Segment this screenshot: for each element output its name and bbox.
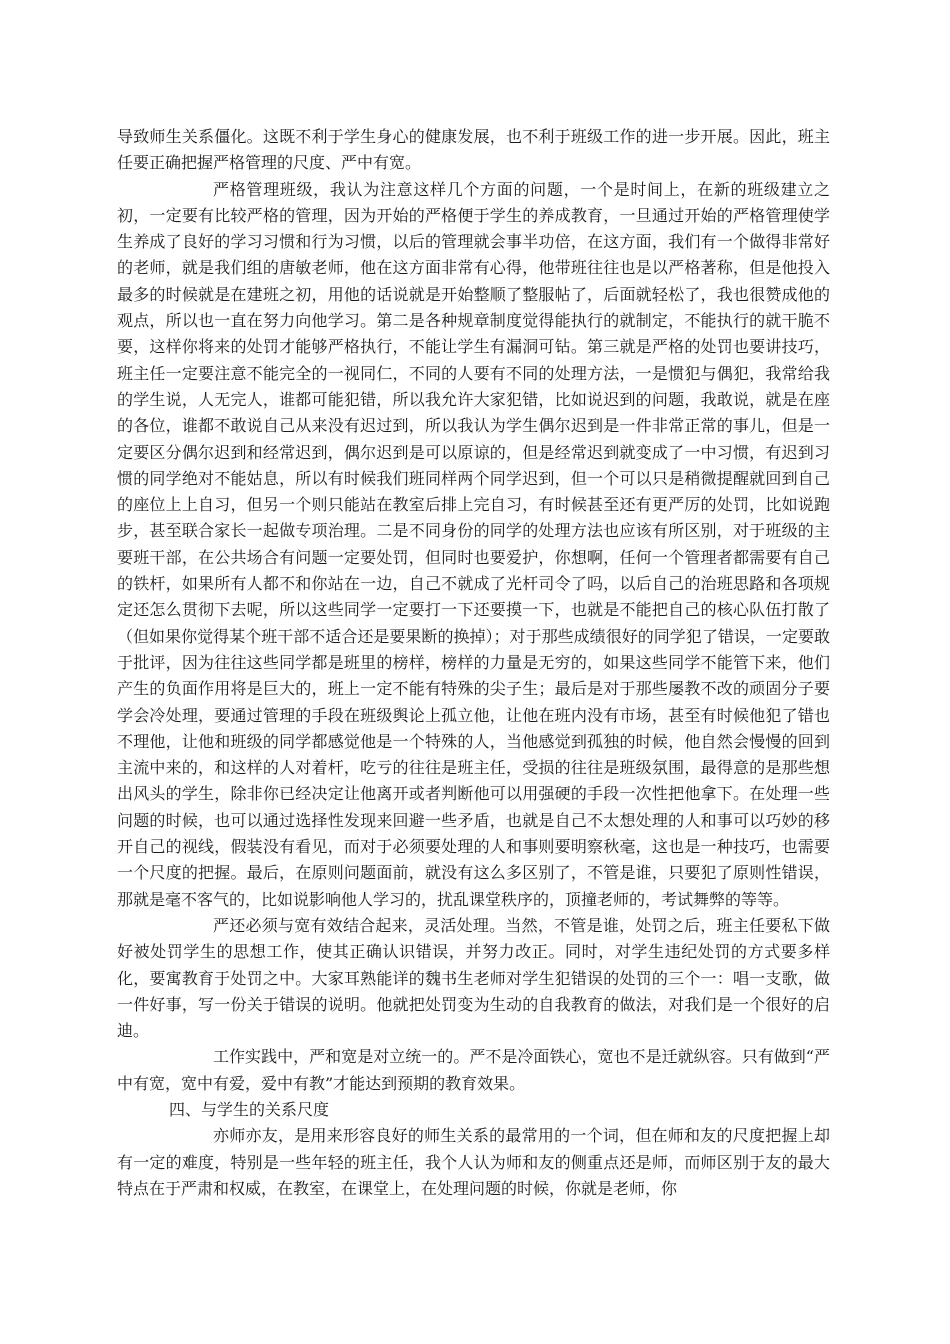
paragraph-strict-and-lenient: 严还必须与宽有效结合起来，灵活处理。当然，不管是谁，处罚之后，班主任要私下做好被处罚学生的思想工作，使其正确认识错误，并努力改正。同时，对学生违纪处罚的方式要多样化，要寓教育于处罚之中。大家耳熟能详的魏书生老师对学生犯错误的处罚的三个一：唱一支歌，做一件好事，写一份关于错误的说明。他就把处罚变为生动的自我教育的做法，对我们是一个很好的启迪。 [117,915,830,1041]
section-heading: 四、与学生的关系尺度 [169,1099,330,1119]
paragraph-continuation: 导致师生关系僵化。这既不利于学生身心的健康发展，也不利于班级工作的进一步开展。因此，班主任要正确把握严格管理的尺度、严中有宽。 [117,127,830,173]
paragraph-strict-management: 严格管理班级，我认为注意这样几个方面的问题，一个是时间上，在新的班级建立之初，一定要有比较严格的管理，因为开始的严格便于学生的养成教育，一旦通过开始的严格管理使学生养成了良好的学习习惯和行为习惯，以后的管理就会事半功倍，在这方面，我们有一个做得非常好的老师，就是我们组的唐敏老师，他在这方面非常有心得，他带班往往也是以严格著称，但是他投入最多的时候就是在建班之初，用他的话说就是开始整顺了整服帖了，后面就轻松了，我也很赞成他的观点，所以也一直在努力向他学习。第二是各种规章制度觉得能执行的就制定，不能执行的就干脆不要，这样你将来的处罚才能够严格执行，不能让学生有漏洞可钻。第三就是严格的处罚也要讲技巧，班主任一定要注意不能完全的一视同仁，不同的人要有不同的处理方法，一是惯犯与偶犯，我常给我的学生说，人无完人，谁都可能犯错，所以我允许大家犯错，比如说迟到的问题，我敢说，就是在座的各位，谁都不敢说自己从来没有迟过到，所以我认为学生偶尔迟到是一件非常正常的事儿，但是一定要区分偶尔迟到和经常迟到，偶尔迟到是可以原谅的，但是经常迟到就变成了一中习惯，有迟到习惯的同学绝对不能姑息，所以有时候我们班同样两个同学迟到，但一个可以只是稍微提醒就回到自己的座位上上自习，但另一个则只能站在教室后排上完自习，有时候甚至还有更严厉的处罚，比如说跑步，甚至联合家长一起做专项治理。二是不同身份的同学的处理方法也应该有所区别，对于班级的主要班干部，在公共场合有问题一定要处罚，但同时也要爱护，你想啊，任何一个管理者都需要有自己的铁杆，如果所有人都不和你站在一边，自己不就成了光杆司令了吗，以后自己的治班思路和各项规定还怎么贯彻下去呢，所以这些同学一定要打一下还要摸一下，也就是不能把自己的核心队伍打散了（但如果你觉得某个班干部不适合还是要果断的换掉）；对于那些成绩很好的同学犯了错误，一定要敢于批评，因为往往这些同学都是班里的榜样，榜样的力量是无穷的，如果这些同学不能管下来，他们产生的负面作用将是巨大的，班上一定不能有特殊的尖子生；最后是对于那些屡教不改的顽固分子要学会冷处理，要通过管理的手段在班级舆论上孤立他，让他在班内没有市场，甚至有时候他犯了错也不理他，让他和班级的同学都感觉他是一个特殊的人，当他感觉到孤独的时候，他自然会慢慢的回到主流中来的，和这样的人对着杆，吃亏的往往是班主任，受损的往往是班级氛围，最得意的是那些想出风头的学生，除非你已经决定让他离开或者判断他可以用强硬的手段一次性把他拿下。在处理一些问题的时候，也可以通过选择性发现来回避一些矛盾，也就是自己不太想处理的人和事可以巧妙的移开自己的视线，假装没有看见，而对于必须要处理的人和事则要明察秋毫，这也是一种技巧，也需要一个尺度的把握。最后，在原则问题面前，就没有这么多区别了，不管是谁，只要犯了原则性错误，那就是毫不客气的，比如说影响他人学习的，扰乱课堂秩序的，顶撞老师的，考试舞弊的等等。 [117,179,830,909]
document-body [117,124,830,1202]
paragraph-teacher-and-friend: 亦师亦友，是用来形容良好的师生关系的最常用的一个词，但在师和友的尺度把握上却有一定的难度，特别是一些年轻的班主任，我个人认为师和友的侧重点还是师，而师区别于友的最大特点在于严肃和权威，在教室，在课堂上，在处理问题的时候，你就是老师，你 [117,1126,830,1198]
paragraph-unity-of-opposites: 工作实践中，严和宽是对立统一的。严不是冷面铁心，宽也不是迁就纵容。只有做到“严中有宽，宽中有爱，爱中有教”才能达到预期的教育效果。 [117,1047,830,1093]
